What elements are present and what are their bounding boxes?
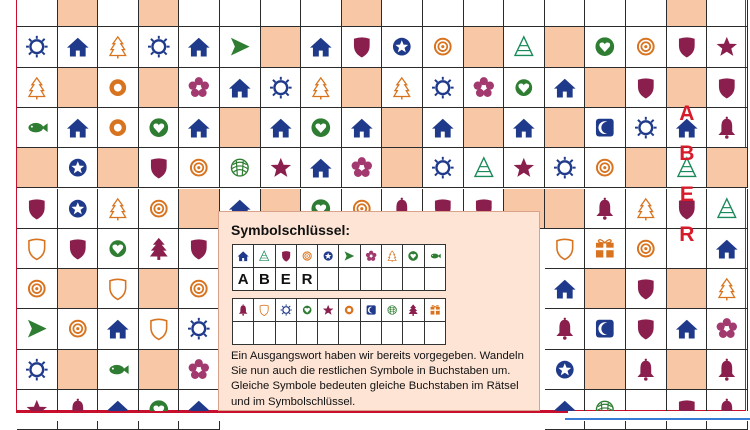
cell-heart-icon-r3c7 — [301, 108, 342, 148]
cell-house-icon-r10c4 — [179, 390, 220, 430]
cell-tree-icon-r2c7 — [301, 68, 342, 108]
key-letter-box[interactable] — [232, 267, 254, 291]
cell-clover-icon-r2c12 — [504, 68, 545, 108]
cell-bell-icon-r3c17 — [707, 108, 748, 148]
cell-tree-icon-r5c15 — [626, 189, 667, 229]
key-letter-box[interactable] — [338, 321, 360, 345]
cell-cookie-icon-r2c2 — [98, 68, 139, 108]
cell-emptyshield-icon-r6c0 — [17, 229, 58, 269]
cell-house-icon-r3c12 — [504, 108, 545, 148]
cell-blank-r5c4 — [179, 189, 220, 229]
cell-shield-icon-r1c8 — [342, 27, 383, 67]
cell-blank-r0c12 — [504, 0, 545, 27]
cell-target-icon-r7c4 — [179, 269, 220, 309]
cell-target-icon-r6c15 — [626, 229, 667, 269]
cell-shield-icon-r8c15 — [626, 309, 667, 349]
cell-tree-icon-r2c9 — [382, 68, 423, 108]
cell-target-icon-r4c14 — [585, 148, 626, 188]
key-letter-box[interactable] — [360, 267, 382, 291]
cell-fish-icon-r3c0 — [17, 108, 58, 148]
cell-house-icon-r1c7 — [301, 27, 342, 67]
cell-blank-r1c13 — [545, 27, 586, 67]
cell-house-icon-r2c13 — [545, 68, 586, 108]
cell-shield-icon-r2c15 — [626, 68, 667, 108]
cell-target-icon-r1c15 — [626, 27, 667, 67]
cell-moon-icon-r3c14 — [585, 108, 626, 148]
cell-shield-icon-r7c15 — [626, 269, 667, 309]
key-symbol-shield-icon — [275, 244, 297, 268]
cell-blank-r0c16 — [667, 0, 708, 27]
cell-blank-r3c11 — [464, 108, 505, 148]
key-symbol-house-icon — [232, 244, 254, 268]
cell-house-icon-r10c13 — [545, 390, 586, 430]
cell-starpink-icon-r4c6 — [261, 148, 302, 188]
cell-blank-r0c10 — [423, 0, 464, 27]
cell-blank-r3c5 — [220, 108, 261, 148]
cell-target-icon-r4c4 — [179, 148, 220, 188]
cell-tree-icon-r1c2 — [98, 27, 139, 67]
cell-house-icon-r7c13 — [545, 269, 586, 309]
cell-blank-r0c6 — [261, 0, 302, 27]
bottom-edge — [0, 411, 750, 421]
cell-blank-r7c14 — [585, 269, 626, 309]
key-symbol-starpink-icon — [317, 298, 339, 322]
key-symbol-target-icon — [296, 244, 318, 268]
cell-house-icon-r10c2 — [98, 390, 139, 430]
cell-blank-r0c11 — [464, 0, 505, 27]
cell-tree-icon-r5c2 — [98, 189, 139, 229]
cell-house-icon-r3c6 — [261, 108, 302, 148]
key-letter: R — [301, 270, 313, 288]
cell-bell-icon-r9c17 — [707, 350, 748, 390]
cell-sun-icon-r3c15 — [626, 108, 667, 148]
key-symbol-conifer-icon — [402, 298, 424, 322]
cell-cabbage-icon-r4c5 — [220, 148, 261, 188]
cell-blank-r0c5 — [220, 0, 261, 27]
solution-letter — [667, 134, 708, 174]
cell-sun-icon-r2c6 — [261, 68, 302, 108]
cell-star-icon-r1c9 — [382, 27, 423, 67]
solution-letter — [667, 94, 708, 134]
key-letter-box[interactable] — [317, 321, 339, 345]
cell-target-icon-r5c3 — [139, 189, 180, 229]
cell-bell-icon-r10c17 — [707, 390, 748, 430]
symbol-key-title: Symbolschlüssel: — [231, 222, 351, 238]
cell-bell-icon-r5c14 — [585, 189, 626, 229]
cell-blank-r5c13 — [545, 189, 586, 229]
key-letter: A — [237, 270, 249, 288]
cell-blank-r0c15 — [626, 0, 667, 27]
cell-starpink-icon-r1c17 — [707, 27, 748, 67]
key-letter-box[interactable] — [424, 321, 446, 345]
cell-blank-r2c3 — [139, 68, 180, 108]
cell-house-icon-r1c1 — [58, 27, 99, 67]
key-row-2-letters — [233, 321, 501, 345]
key-symbol-gift-icon — [424, 298, 446, 322]
cell-blank-r1c6 — [261, 27, 302, 67]
key-symbol-pyramid-icon — [253, 244, 275, 268]
cell-blank-r7c3 — [139, 269, 180, 309]
cell-flower-icon-r9c4 — [179, 350, 220, 390]
key-letter-box[interactable] — [381, 321, 403, 345]
cell-house-icon-r6c17 — [707, 229, 748, 269]
key-symbol-cookie-icon — [338, 298, 360, 322]
cell-gift-icon-r6c14 — [585, 229, 626, 269]
solution-letter-text: R — [679, 222, 695, 246]
key-letter-box[interactable] — [275, 321, 297, 345]
cell-star-icon-r4c1 — [58, 148, 99, 188]
key-letter-box[interactable] — [232, 321, 254, 345]
key-symbol-flower-icon — [360, 244, 382, 268]
cell-blank-r9c1 — [58, 350, 99, 390]
key-letter: B — [259, 270, 270, 288]
cell-blank-r2c14 — [585, 68, 626, 108]
cell-heart-icon-r3c3 — [139, 108, 180, 148]
key-row-2-symbols — [233, 298, 501, 322]
cell-house-icon-r3c4 — [179, 108, 220, 148]
cell-house-icon-r3c1 — [58, 108, 99, 148]
cell-blank-r2c1 — [58, 68, 99, 108]
cell-star-icon-r9c13 — [545, 350, 586, 390]
cell-blank-r0c7 — [301, 0, 342, 27]
cell-cookie-icon-r3c2 — [98, 108, 139, 148]
cell-blank-r0c3 — [139, 0, 180, 27]
key-symbol-moon-icon — [360, 298, 382, 322]
cell-conifer-icon-r6c3 — [139, 229, 180, 269]
solution-letter — [667, 215, 708, 255]
key-letter-box[interactable] — [253, 267, 275, 291]
key-letter-box[interactable] — [317, 267, 339, 291]
key-symbol-tree-icon — [381, 244, 403, 268]
key-row-1-symbols — [233, 244, 501, 268]
cell-moon-icon-r8c14 — [585, 309, 626, 349]
cell-sun-icon-r2c10 — [423, 68, 464, 108]
cell-house-icon-r2c5 — [220, 68, 261, 108]
cell-cabbage-icon-r10c14 — [585, 390, 626, 430]
key-symbol-cabbage-icon — [381, 298, 403, 322]
solution-letter-text: E — [679, 182, 694, 206]
cell-shield-icon-r6c1 — [58, 229, 99, 269]
cell-blank-r4c2 — [98, 148, 139, 188]
cell-starpink-icon-r4c12 — [504, 148, 545, 188]
cell-blank-r0c0 — [17, 0, 58, 27]
cell-bell-icon-r8c13 — [545, 309, 586, 349]
cell-emptyshield-icon-r8c3 — [139, 309, 180, 349]
cell-pyramid-icon-r4c11 — [464, 148, 505, 188]
cell-house-icon-r3c8 — [342, 108, 383, 148]
symbol-key-panel — [218, 211, 540, 411]
key-symbol-fish-icon — [424, 244, 446, 268]
cell-target-icon-r1c10 — [423, 27, 464, 67]
cell-tree-icon-r2c0 — [17, 68, 58, 108]
key-letter-box[interactable] — [381, 267, 403, 291]
solution-letter-text: A — [679, 102, 695, 126]
cell-blank-r1c11 — [464, 27, 505, 67]
cell-sun-icon-r4c13 — [545, 148, 586, 188]
key-letter-box[interactable] — [402, 321, 424, 345]
cell-blank-r0c4 — [179, 0, 220, 27]
cell-sun-icon-r8c4 — [179, 309, 220, 349]
cell-shield-icon-r10c16 — [667, 390, 708, 430]
cell-blank-r0c14 — [585, 0, 626, 27]
cell-blank-r9c14 — [585, 350, 626, 390]
key-row-1-letters — [233, 267, 501, 291]
key-symbol-star-icon — [317, 244, 339, 268]
cell-blank-r2c8 — [342, 68, 383, 108]
cell-arrow-icon-r1c5 — [220, 27, 261, 67]
cell-sun-icon-r9c0 — [17, 350, 58, 390]
cell-blank-r4c0 — [17, 148, 58, 188]
key-letter: E — [280, 270, 291, 288]
cell-blank-r7c16 — [667, 269, 708, 309]
cell-shield-icon-r2c17 — [707, 68, 748, 108]
cell-tree-icon-r7c17 — [707, 269, 748, 309]
key-letter-box[interactable] — [296, 321, 318, 345]
key-letter-box[interactable] — [338, 267, 360, 291]
cell-starpink-icon-r10c0 — [17, 390, 58, 430]
cell-house-icon-r4c7 — [301, 148, 342, 188]
cell-blank-r0c9 — [382, 0, 423, 27]
cell-house-icon-r8c16 — [667, 309, 708, 349]
cell-blank-r0c1 — [58, 0, 99, 27]
cell-flower-icon-r4c8 — [342, 148, 383, 188]
cell-flower-icon-r8c17 — [707, 309, 748, 349]
cell-blank-r3c13 — [545, 108, 586, 148]
cell-heart-icon-r1c14 — [585, 27, 626, 67]
cell-blank-r0c17 — [707, 0, 748, 27]
cell-emptyshield-icon-r7c2 — [98, 269, 139, 309]
cell-pyramid-icon-r1c12 — [504, 27, 545, 67]
cell-clover-icon-r6c2 — [98, 229, 139, 269]
cell-emptyshield-icon-r6c13 — [545, 229, 586, 269]
cell-flower-icon-r2c11 — [464, 68, 505, 108]
cell-house-icon-r8c2 — [98, 309, 139, 349]
cell-blank-r0c13 — [545, 0, 586, 27]
cell-pyramid-icon-r5c17 — [707, 189, 748, 229]
cell-sun-icon-r4c10 — [423, 148, 464, 188]
cell-sun-icon-r1c0 — [17, 27, 58, 67]
cell-house-icon-r3c10 — [423, 108, 464, 148]
key-letter-box[interactable] — [424, 267, 446, 291]
cell-target-icon-r7c0 — [17, 269, 58, 309]
key-symbol-emptyshield-icon — [253, 298, 275, 322]
cell-blank-r9c3 — [139, 350, 180, 390]
cell-blank-r4c9 — [382, 148, 423, 188]
key-symbol-arrow-icon — [338, 244, 360, 268]
cell-shield-icon-r6c4 — [179, 229, 220, 269]
cell-shield-icon-r1c16 — [667, 27, 708, 67]
cell-flower-icon-r2c4 — [179, 68, 220, 108]
cell-blank-r10c15 — [626, 390, 667, 430]
key-letter-box[interactable] — [360, 321, 382, 345]
cell-blank-r0c2 — [98, 0, 139, 27]
cell-bell-icon-r10c1 — [58, 390, 99, 430]
cell-shield-icon-r5c0 — [17, 189, 58, 229]
cell-fish-icon-r9c2 — [98, 350, 139, 390]
cell-heart-icon-r10c3 — [139, 390, 180, 430]
cell-blank-r0c8 — [342, 0, 383, 27]
key-symbol-heart-icon — [402, 244, 424, 268]
cell-blank-r7c1 — [58, 269, 99, 309]
solution-letter-text: B — [679, 142, 695, 166]
cell-blank-r3c9 — [382, 108, 423, 148]
cell-blank-r9c16 — [667, 350, 708, 390]
cell-star-icon-r5c1 — [58, 189, 99, 229]
cell-blank-r4c15 — [626, 148, 667, 188]
key-letter-box[interactable] — [296, 267, 318, 291]
key-symbol-clover-icon — [296, 298, 318, 322]
cell-target-icon-r8c1 — [58, 309, 99, 349]
key-symbol-sun-icon — [275, 298, 297, 322]
key-letter-box[interactable] — [253, 321, 275, 345]
key-letter-box[interactable] — [402, 267, 424, 291]
cell-shield-icon-r4c3 — [139, 148, 180, 188]
cell-sun-icon-r1c3 — [139, 27, 180, 67]
instructions-text: Ein Ausgangswort haben wir bereits vorgegeben. Wandeln Sie nun auch die restlichen Symbole in Buchstaben um. Gleiche Symbole bedeuten gleiche Buchstaben im Rätsel und im Symbolschlüssel. — [231, 350, 524, 408]
cell-blank-r4c17 — [707, 148, 748, 188]
cell-house-icon-r1c4 — [179, 27, 220, 67]
cell-arrow-icon-r8c0 — [17, 309, 58, 349]
key-symbol-bell-icon — [232, 298, 254, 322]
key-letter-box[interactable] — [275, 267, 297, 291]
solution-letter — [667, 175, 708, 215]
cell-bell-icon-r9c15 — [626, 350, 667, 390]
